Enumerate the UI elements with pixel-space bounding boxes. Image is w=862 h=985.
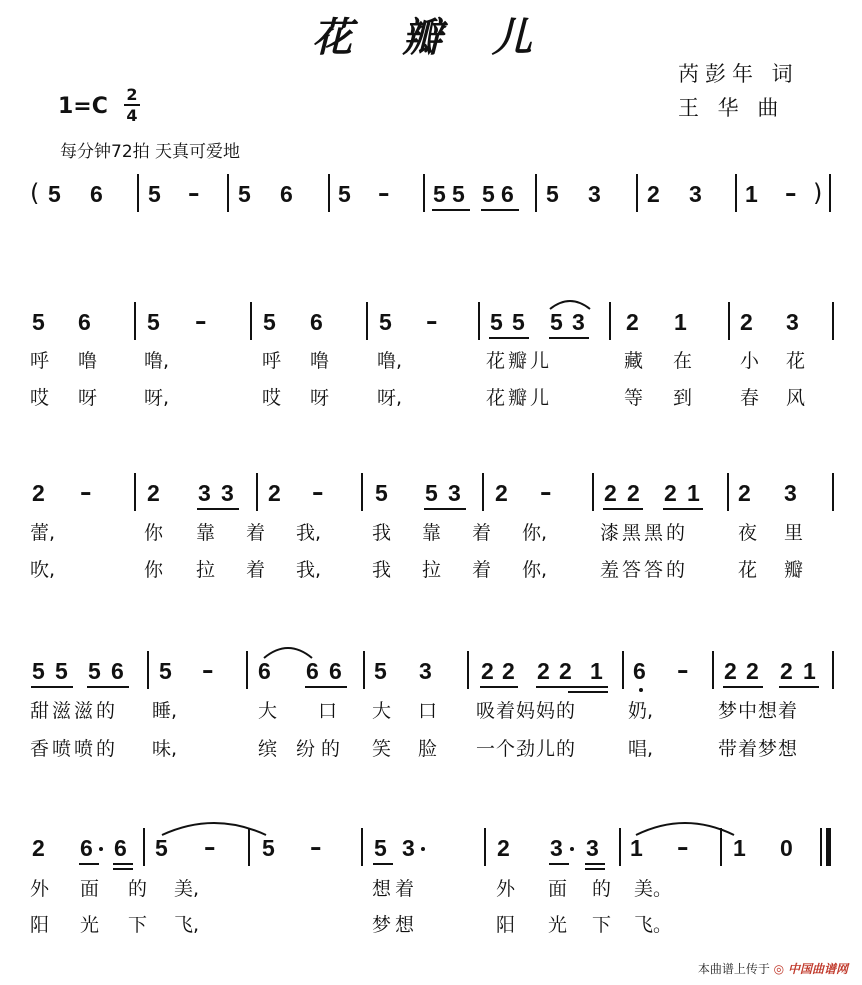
upload-footer: 本曲谱上传于 ◎ 中国曲谱网 <box>697 962 848 976</box>
composer-credit: 王 华 曲 <box>678 96 785 120</box>
tempo-marking: 每分钟72拍 天真可爱地 <box>60 142 241 162</box>
site-logo-icon: ◎ <box>773 962 785 976</box>
time-signature: 2 4 <box>124 86 140 124</box>
song-title: 花 瓣 儿 <box>312 14 550 61</box>
lyricist-credit: 芮彭年 词 <box>678 62 799 86</box>
key-signature: 1=C <box>58 94 108 119</box>
